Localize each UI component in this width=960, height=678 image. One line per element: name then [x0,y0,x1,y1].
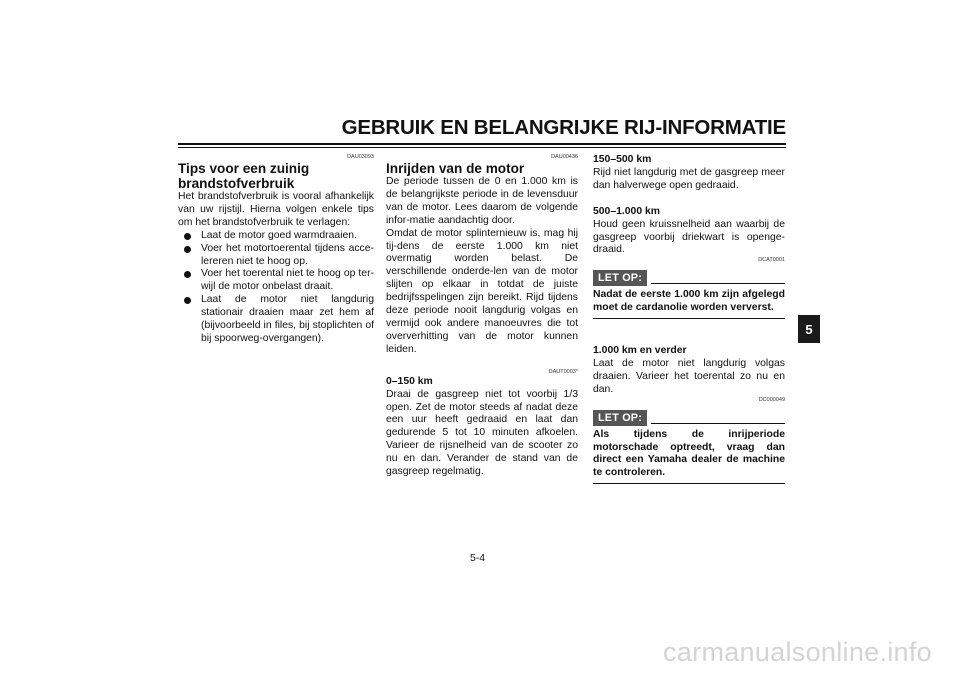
list-item: Voer het toerental niet te hoog op ter-wijl de motor onbelast draait. [182,268,374,294]
list-item: Laat de motor goed warmdraaien. [182,230,374,243]
paragraph: Rijd niet langdurig met de gasgreep meer dan halverwege open gedraaid. [593,166,785,191]
page-header [178,116,786,146]
paragraph: Draai de gasgreep niet tot voorbij 1/3 open. Zet de motor steeds af nadat deze een uur heeft gedraaid en laat dan gedurende 5 tot 10 minuten afkoelen. Varieer de rijsnelheid van de scooter zo nu en dan. Verander de stand van de gasgreep regelmatig. [386,388,578,478]
caution-header [593,410,785,426]
caution-note [593,270,785,319]
column-fuel-tips [178,154,374,346]
caution-text: Nadat de eerste 1.000 km zijn afgelegd moet de cardanolie worden ververst. [593,286,785,319]
list-item: Laat de motor niet langdurig stationair draaien maar zet hem af (bijvoorbeeld in files, bij stoplichten of bij spoorweg-overgangen). [182,294,374,346]
paragraph: Omdat de motor splinternieuw is, mag hij tij-dens de eerste 1.000 km niet overmatig worden belast. De verschillende onderde-len van de motor slijten op elkaar in totdat de juiste bedrijfsspelingen zijn bereikt. Rijd tijdens deze periode nooit langdurig volgas en vermijd ook andere manoeuvres die tot oververhitting van de motor kunnen leiden. [386,227,578,355]
sub-heading: 500–1.000 km [593,205,661,217]
page-number: 5-4 [470,553,486,564]
caution-text: Als tijdens de inrijperiode motorschade optreedt, vraag dan direct een Yamaha dealer de machine te controleren. [593,426,785,485]
reference-code: DAU03093 [347,154,374,160]
sub-heading: 1.000 km en verder [593,345,687,357]
sub-heading: 0–150 km [386,375,433,387]
header-rule-thin [178,147,786,148]
sub-heading: 150–500 km [593,154,652,165]
watermark: carmanualsonline.info [663,637,932,667]
paragraph: Het brandstofverbruik is vooral afhankelijk van uw rijstijl. Hierna volgen enkele tips om het brandstofverbruik te verlagen: [178,191,374,228]
paragraph: De periode tussen de 0 en 1.000 km is de belangrijkste periode in de levensduur van de motor. Lees daarom de volgende infor-matie aandachtig door. [386,176,578,226]
caution-header [593,270,785,286]
reference-code: DCAT0001 [758,257,785,264]
header-rule [178,143,786,145]
section-heading-fuel: Tips voor een zuinig brandstofverbruik [178,161,310,191]
section-heading-break-in: Inrijden van de motor [386,161,525,176]
caution-label: LET OP: [593,270,647,286]
page-title: GEBRUIK EN BELANGRIJKE RIJ-INFORMATIE [341,116,786,139]
caution-rule [651,283,785,284]
caution-note [593,410,785,485]
section-tab[interactable]: 5 [798,315,820,343]
reference-code: DAU00436 [551,154,578,160]
reference-code: DC000049 [758,396,785,403]
caution-rule [651,423,785,424]
paragraph: Laat de motor niet langdurig volgas draaien. Varieer het toerental zo nu en dan. [593,357,785,395]
column-break-in-continued [593,154,785,484]
column-break-in [386,154,578,479]
paragraph: Houd geen kruissnelheid aan waarbij de gasgreep voorbij driekwart is openge-draaid. [593,218,785,256]
list-item: Voer het motortoerental tijdens acce-lereren niet te hoog op. [182,243,374,269]
reference-code: DAUT0003* [548,368,578,375]
caution-label: LET OP: [593,410,647,426]
tips-list [178,230,374,346]
